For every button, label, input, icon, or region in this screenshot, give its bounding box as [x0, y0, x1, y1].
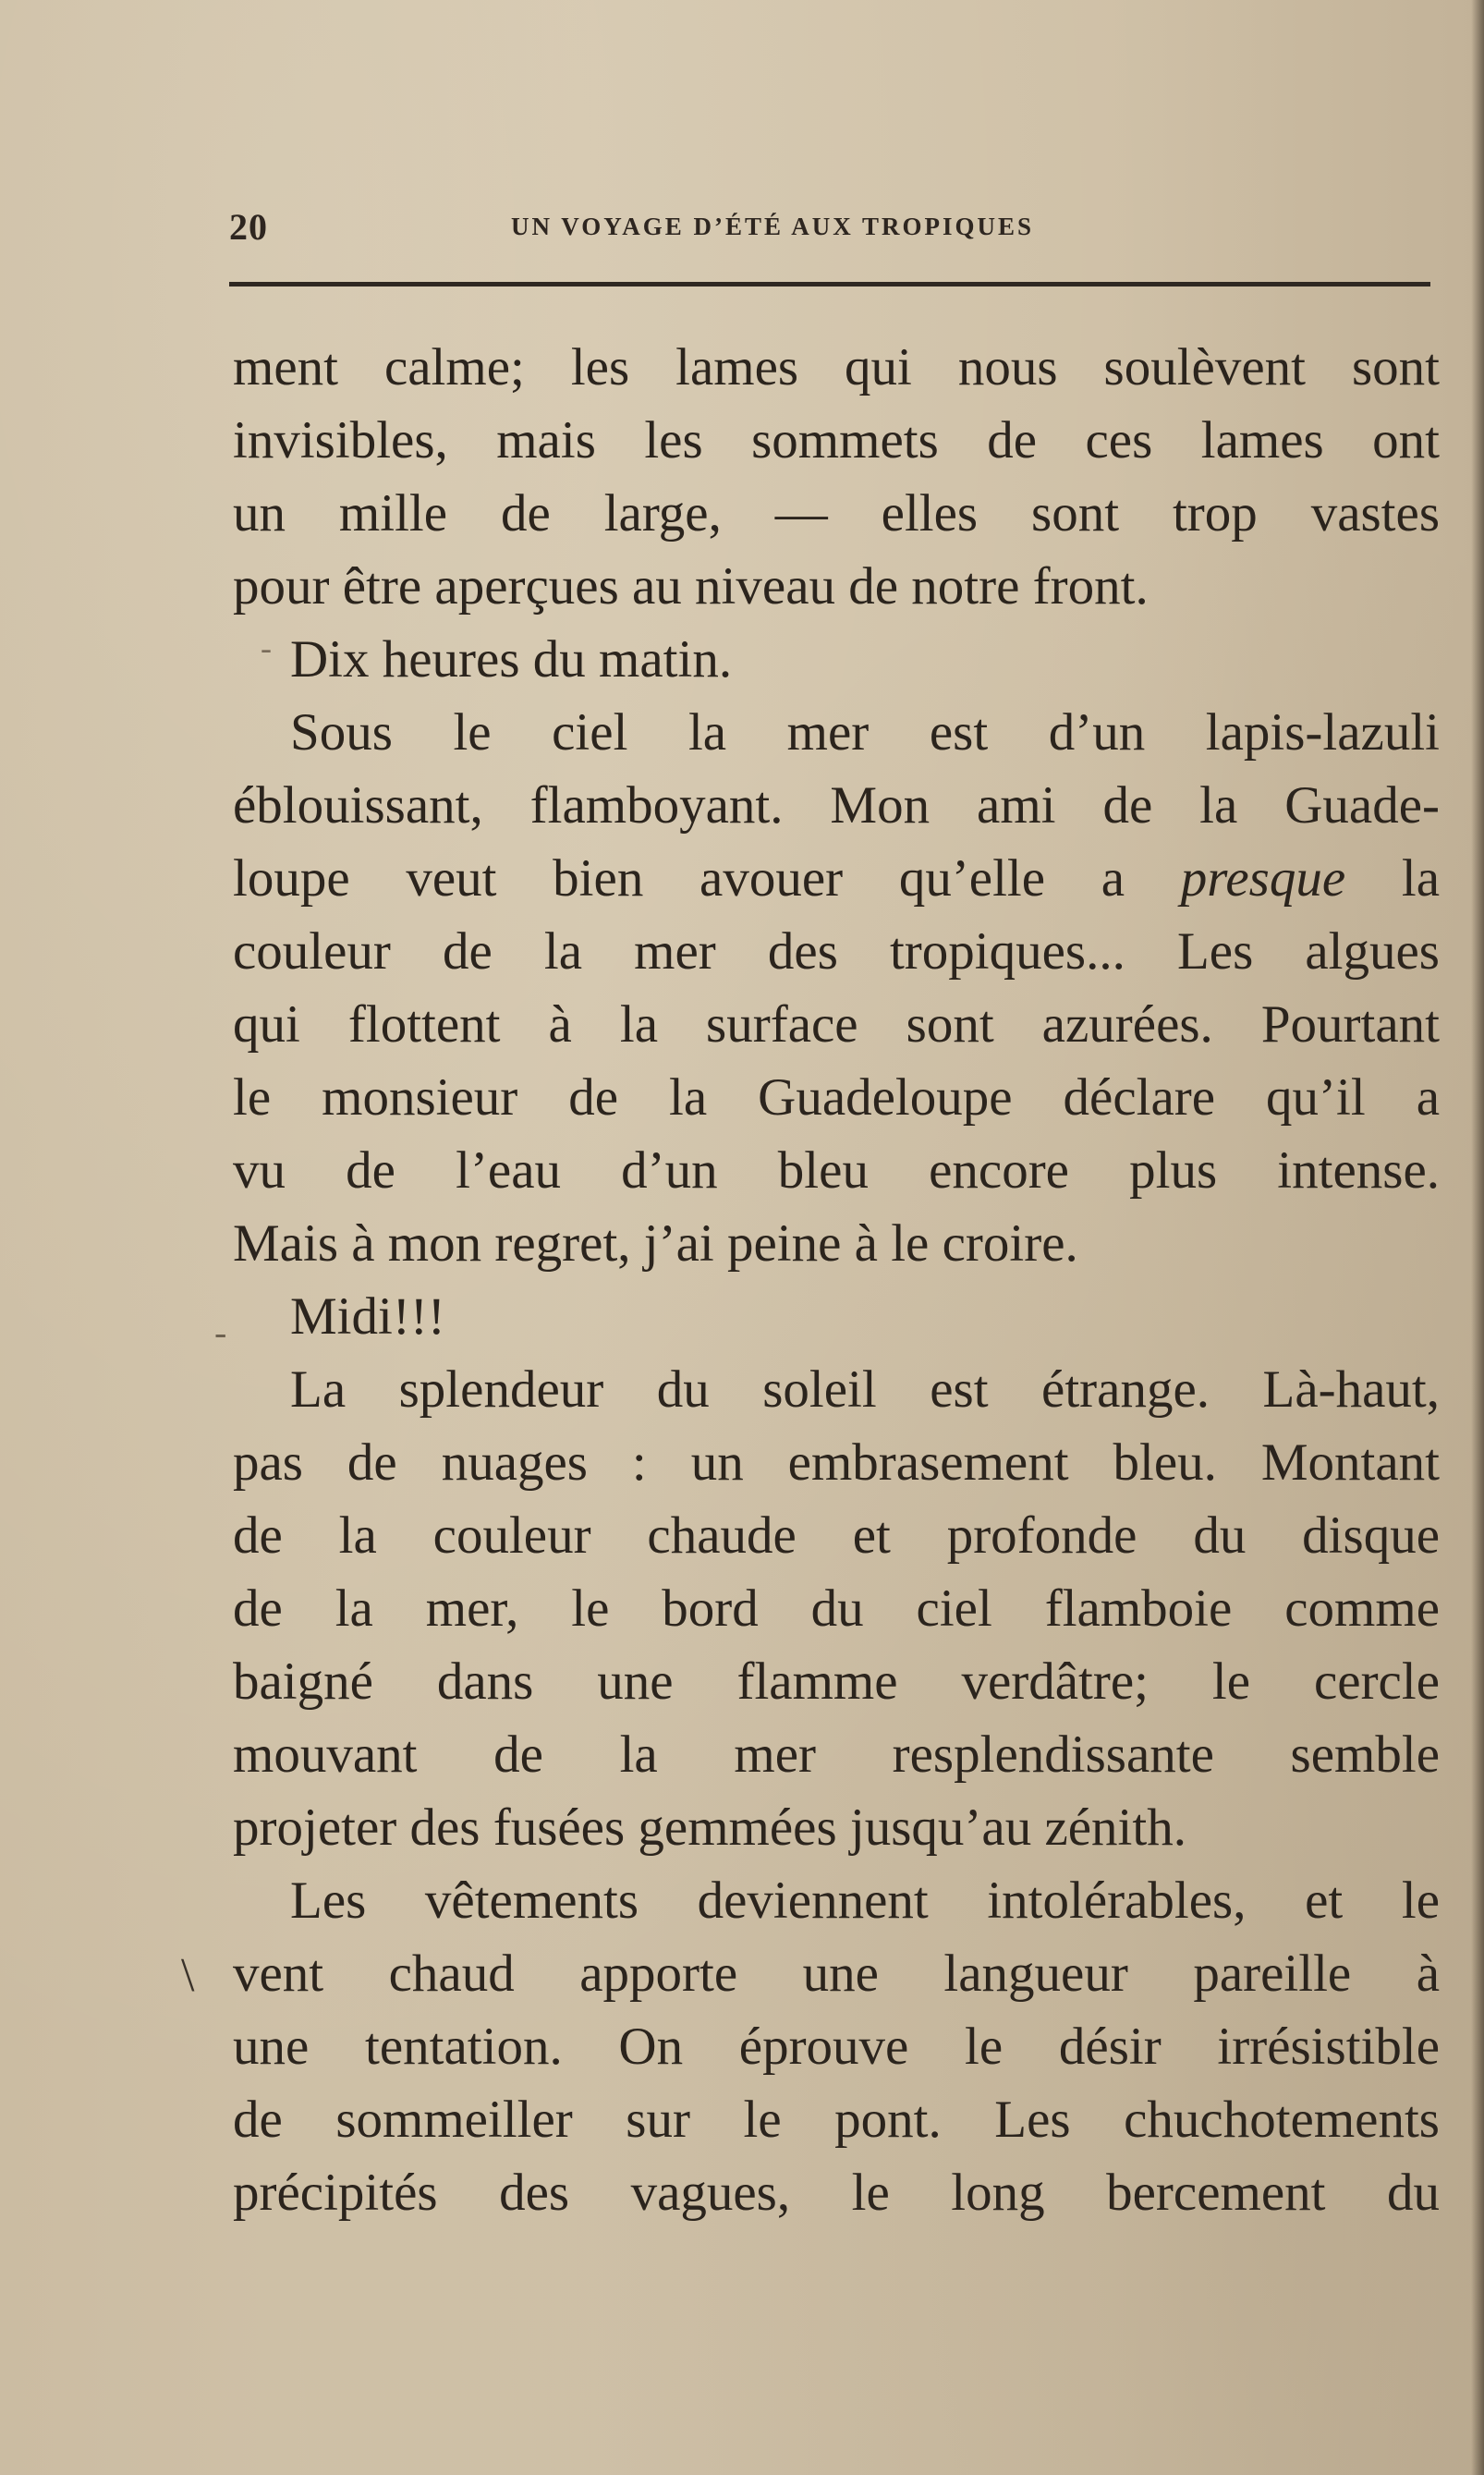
text-line	[233, 842, 1440, 915]
text-line: pour être aperçues au niveau de notre front.	[233, 557, 1149, 616]
text-line: de la couleur chaude et profonde du disque	[233, 1506, 1440, 1565]
text-line: mouvant de la mer resplendissante semble	[233, 1725, 1440, 1784]
text-line: éblouissant, flamboyant. Mon ami de la Guade-	[233, 776, 1440, 835]
text-line: Midi!!!	[290, 1287, 445, 1346]
text-line: La splendeur du soleil est étrange. Là-haut,	[290, 1360, 1440, 1419]
page-header	[229, 205, 1430, 261]
text-line: ment calme; les lames qui nous soulèvent sont	[233, 338, 1440, 396]
text-line: vu de l’eau d’un bleu encore plus intense.	[233, 1141, 1440, 1200]
header-rule	[229, 282, 1430, 287]
text-line: un mille de large, — elles sont trop vastes	[233, 484, 1440, 543]
text-line: baigné dans une flamme verdâtre; le cercle	[233, 1652, 1440, 1711]
text-line: Mais à mon regret, j’ai peine à le croire.	[233, 1214, 1078, 1273]
text-line: qui flottent à la surface sont azurées. Pourtant	[233, 995, 1440, 1054]
text-line: couleur de la mer des tropiques... Les algues	[233, 922, 1440, 981]
text-line: invisibles, mais les sommets de ces lames ont	[233, 411, 1440, 469]
body-text	[233, 331, 1440, 2229]
text-line: Sous le ciel la mer est d’un lapis-lazuli	[290, 703, 1440, 762]
text-line: Dix heures du matin.	[290, 630, 733, 689]
page-number: 20	[229, 206, 268, 248]
margin-pencil-mark: \	[181, 1949, 195, 2002]
text-line: une tentation. On éprouve le désir irrésistible	[233, 2018, 1440, 2076]
text-line: de sommeiller sur le pont. Les chuchotements	[233, 2091, 1440, 2149]
text-segment: loupe veut bien avouer qu’elle a	[233, 849, 1181, 908]
text-segment: la	[1345, 849, 1440, 908]
margin-dash-mark: -	[214, 1311, 227, 1353]
text-line: de la mer, le bord du ciel flamboie comme	[233, 1579, 1440, 1638]
text-line: projeter des fusées gemmées jusqu’au zénith.	[233, 1798, 1186, 1857]
margin-dash-mark: -	[261, 629, 272, 666]
running-title: UN VOYAGE D’ÉTÉ AUX TROPIQUES	[511, 213, 1035, 240]
text-line: Les vêtements deviennent intolérables, et le	[290, 1871, 1440, 1930]
text-line: vent chaud apporte une langueur pareille à	[233, 1945, 1440, 2003]
text-line: le monsieur de la Guadeloupe déclare qu’il a	[233, 1068, 1440, 1127]
text-line: pas de nuages : un embrasement bleu. Montant	[233, 1433, 1440, 1492]
page-edge-shadow	[1471, 0, 1484, 2475]
text-line: précipités des vagues, le long bercement du	[233, 2164, 1440, 2222]
italic-word: presque	[1180, 849, 1346, 908]
